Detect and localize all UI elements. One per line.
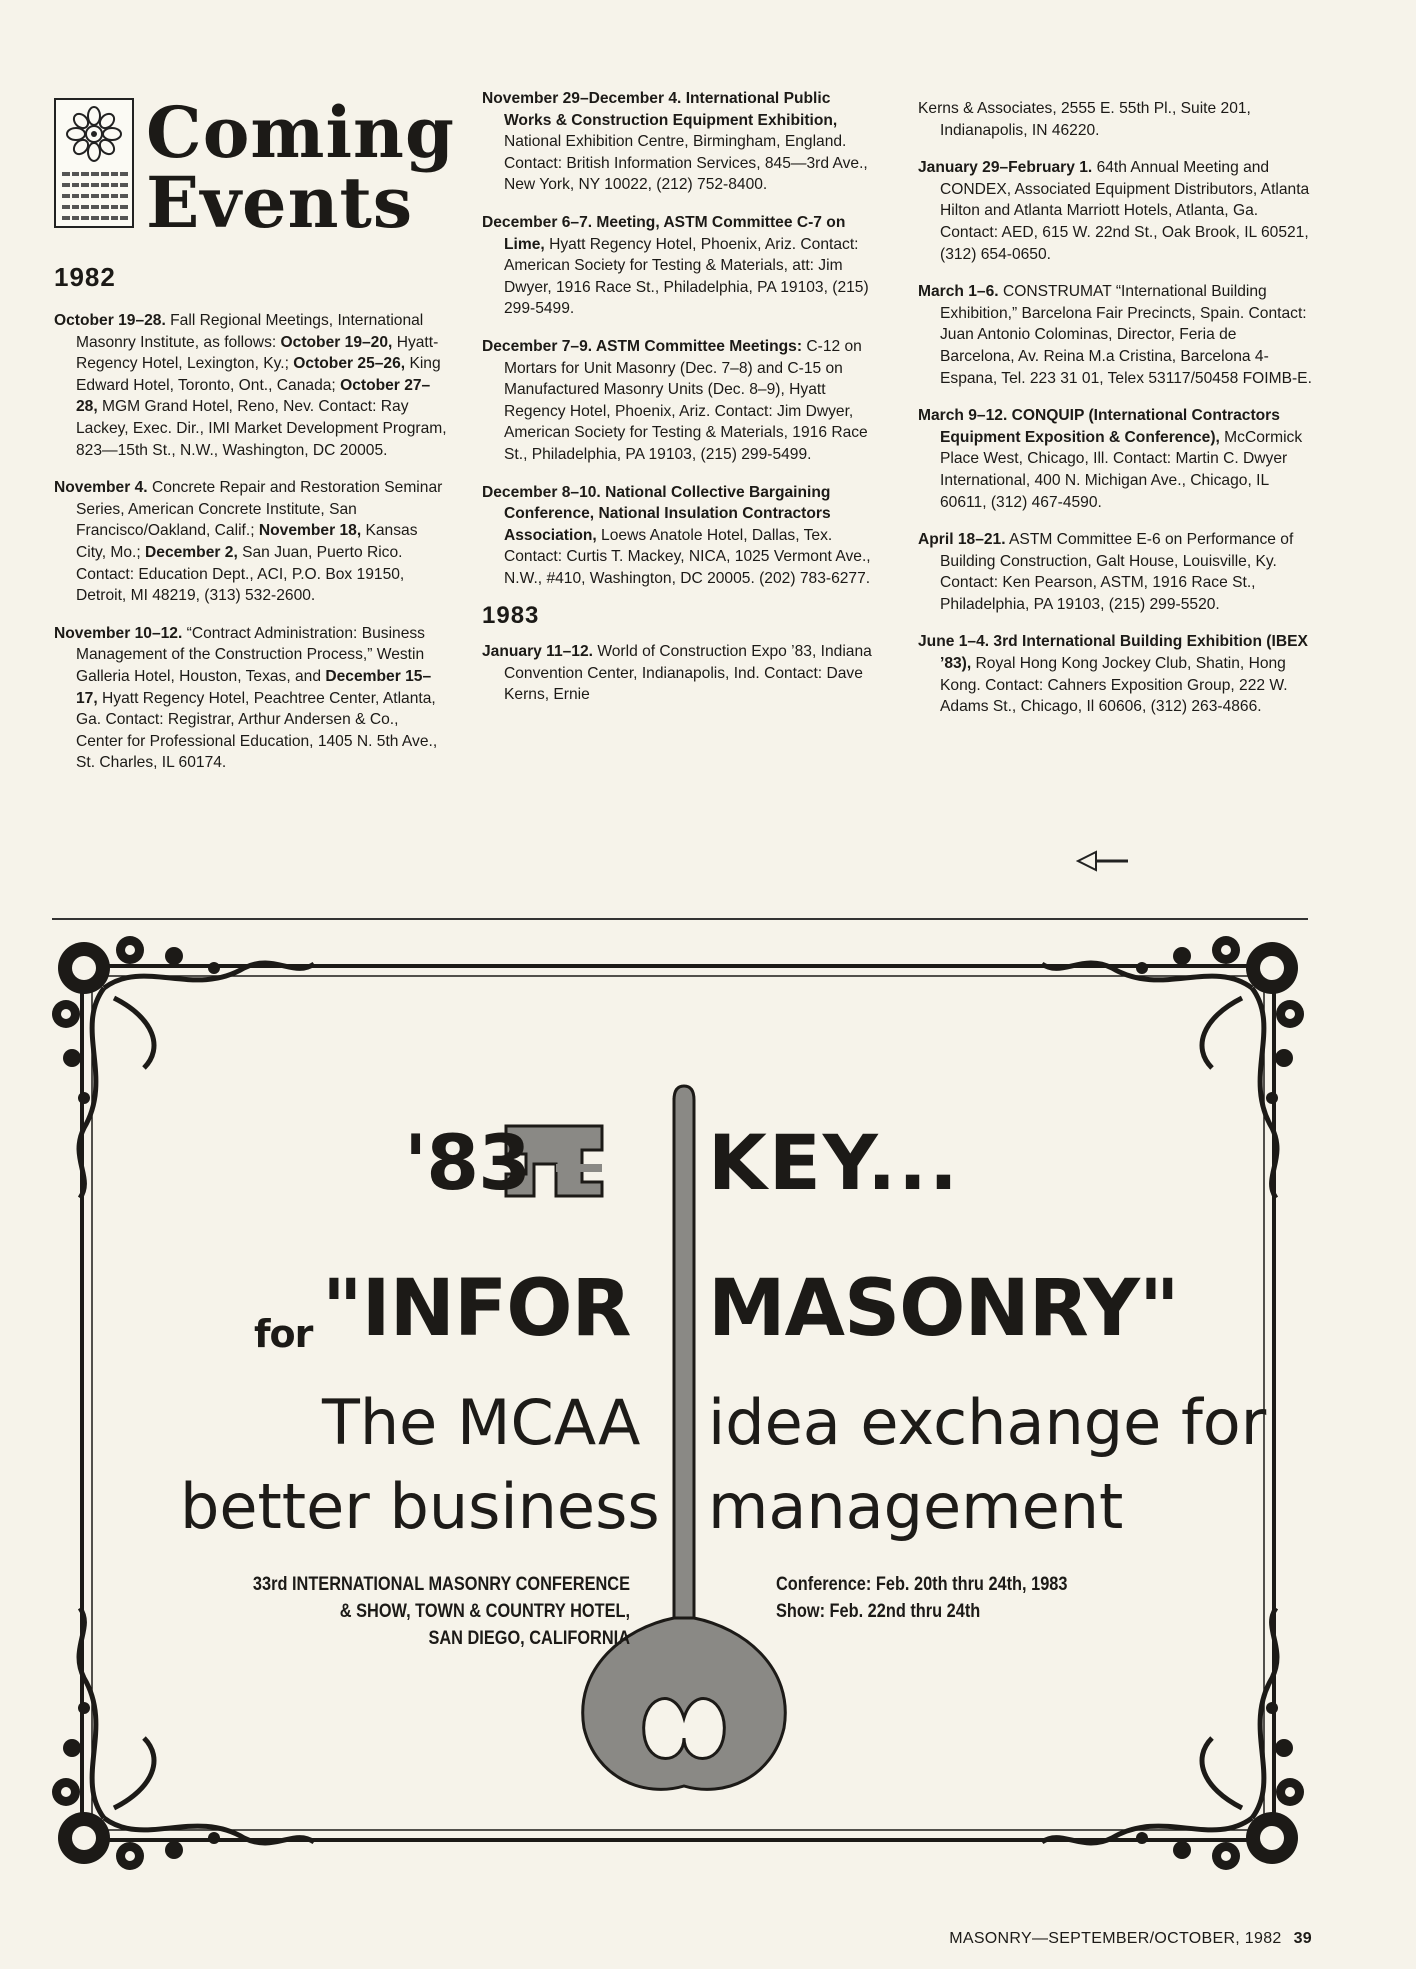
event-entry: [918, 157, 1313, 265]
ad-for-text: for: [254, 1312, 313, 1356]
event-details: C-12 on Mortars for Unit Masonry (Dec. 7–8) and C-15 on Manufactured Masonry Units (Dec. 8–9), Hyatt Regency Hotel, Phoenix, Ariz. Contact: Jim Dwyer, American Society for Testing & Materials, 1916 Race St., Philadelphia, PA 19103, (215) 299-5499.: [504, 337, 868, 463]
ad-key-text: KEY...: [708, 1118, 960, 1207]
ad-management-text: management: [708, 1470, 1124, 1543]
ad-venue-line: 33rd INTERNATIONAL MASONRY CONFERENCE: [252, 1574, 630, 1595]
calendar-grid: [62, 170, 128, 222]
event-details: Royal Hong Kong Jockey Club, Shatin, Hong Kong. Contact: Cahners Exposition Group, 222 W. Adams St., Chicago, Il 60606, (312) 263-4866.: [940, 655, 1288, 716]
event-details: Hyatt-Regency Hotel, Lexington, Ky.;: [76, 333, 439, 373]
event-date-bold: December 8–10. National Collective Bargaining Conference, National Insulation Contractors Association,: [482, 483, 831, 544]
title-line-2: Events: [146, 161, 414, 244]
event-date-bold: December 6–7. Meeting, ASTM Committee C-7 on Lime,: [482, 213, 846, 253]
ad-venue-block: [183, 1571, 630, 1652]
event-date-bold: November 10–12.: [54, 624, 183, 642]
event-details: Kansas City, Mo.;: [76, 522, 418, 561]
event-details: National Exhibition Centre, Birmingham, England. Contact: British Information Services, 845—3rd Ave., New York, NY 10022, (212) 752-8400.: [504, 133, 868, 194]
ad-venue-line: SAN DIEGO, CALIFORNIA: [428, 1628, 630, 1649]
end-mark-arrow-icon: [1076, 848, 1130, 874]
event-date-bold: April 18–21.: [918, 531, 1006, 549]
event-date-bold: November 4.: [54, 479, 148, 497]
event-entry: [918, 405, 1313, 513]
event-details: MGM Grand Hotel, Reno, Nev. Contact: Ray Lackey, Exec. Dir., IMI Market Development Program, 823—15th St., N.W., Washington, DC 20005.: [76, 398, 447, 459]
event-date-bold: December 7–9. ASTM Committee Meetings:: [482, 337, 803, 355]
event-details: Kerns & Associates, 2555 E. 55th Pl., Suite 201, Indianapolis, IN 46220.: [918, 100, 1251, 139]
event-date-bold: October 19–28.: [54, 312, 166, 329]
event-entry: [918, 98, 1313, 141]
year-heading-1983: 1983: [482, 602, 540, 630]
event-entry: [482, 88, 877, 196]
ad-dates-line: Conference: Feb. 20th thru 24th, 1983: [776, 1574, 1068, 1595]
ad-venue-line: & SHOW, TOWN & COUNTRY HOTEL,: [339, 1601, 630, 1622]
column-1: [54, 310, 449, 790]
column-3: [918, 98, 1313, 734]
event-date-bold: January 29–February 1.: [918, 159, 1093, 177]
event-details: Hyatt Regency Hotel, Phoenix, Ariz. Contact: American Society for Testing & Materials, att: Jim Dwyer, 1916 Race St., Philadelphia, PA 19103, (215) 299-5499.: [504, 235, 869, 318]
column-2-1983-entries: [482, 641, 877, 706]
publication-name: MASONRY—SEPTEMBER/OCTOBER, 1982: [949, 1930, 1282, 1947]
event-details: San Juan, Puerto Rico. Contact: Education Dept., ACI, P.O. Box 19150, Detroit, MI 48219, (313) 532-2600.: [76, 543, 405, 605]
event-date-bold: March 1–6.: [918, 283, 999, 301]
ad-dates-block: [776, 1571, 1067, 1625]
ad-infor-text: "INFOR: [322, 1264, 631, 1354]
page-title: [146, 91, 455, 244]
event-entry: [482, 212, 877, 320]
event-entry: [482, 641, 877, 706]
event-details: “Contract Administration: Business Management of the Construction Process,” Westin Galleria Hotel, Houston, Texas, and: [76, 624, 425, 685]
event-details: Fall Regional Meetings, International Masonry Institute, as follows:: [76, 312, 424, 351]
event-date-bold: January 11–12.: [482, 643, 593, 661]
event-date-bold: October 19–20,: [280, 333, 393, 351]
event-entry: [54, 477, 449, 607]
column-2-1982-entries: [482, 88, 877, 589]
section-divider: [52, 918, 1308, 920]
event-entry: [54, 310, 449, 461]
event-date-bold: November 29–December 4. International Public Works & Construction Equipment Exhibition,: [482, 90, 838, 129]
page-number: 39: [1293, 1930, 1312, 1947]
event-entry: [918, 281, 1313, 389]
ad-year-text: '83: [404, 1118, 531, 1207]
event-date-bold: December 2,: [145, 543, 238, 561]
page-footer: [812, 1930, 1312, 1948]
year-heading-1982: 1982: [54, 262, 116, 292]
event-date-bold: June 1–4. 3rd International Building Exhibition (IBEX ’83),: [918, 633, 1308, 673]
event-details: Hyatt Regency Hotel, Peachtree Center, Atlanta, Ga. Contact: Registrar, Arthur Andersen & Co., Center for Professional Education, 1405 N. 5th Ave., St. Charles, IL 60174.: [76, 689, 438, 772]
event-details: Concrete Repair and Restoration Seminar Series, American Concrete Institute, San Francisco/Oakland, Calif.;: [76, 479, 443, 540]
ad-mcaa-text: The MCAA: [322, 1386, 641, 1459]
event-entry: [54, 623, 449, 774]
event-details: World of Construction Expo ’83, Indiana Convention Center, Indianapolis, Ind. Contact: Dave Kerns, Ernie: [504, 643, 872, 704]
ad-exchange-text: idea exchange for: [708, 1386, 1267, 1459]
ad-masonry-text: MASONRY": [708, 1264, 1179, 1354]
event-entry: [918, 529, 1313, 615]
event-date-bold: October 27–28,: [76, 376, 431, 416]
event-details: King Edward Hotel, Toronto, Ont., Canada;: [76, 355, 441, 394]
event-details: McCormick Place West, Chicago, Ill. Contact: Martin C. Dwyer International, 400 N. Michigan Ave., Chicago, IL 60611, (312) 467-4590.: [940, 428, 1303, 511]
event-details: ASTM Committee E-6 on Performance of Building Construction, Galt House, Louisville, Ky. Contact: Ken Pearson, ASTM, 1916 Race St., Philadelphia, PA 19103, (215) 299-5520.: [940, 531, 1294, 613]
ad-business-text: better business: [180, 1470, 660, 1543]
event-date-bold: December 15–17,: [76, 667, 432, 707]
event-entry: [482, 482, 877, 590]
ad-dates-line: Show: Feb. 22nd thru 24th: [776, 1601, 981, 1622]
flower-icon: [64, 106, 124, 162]
event-date-bold: November 18,: [258, 522, 362, 540]
event-date-bold: October 25–26,: [293, 355, 406, 373]
event-entry: [918, 631, 1313, 717]
column-2: [482, 88, 877, 722]
calendar-icon: [54, 98, 134, 228]
event-entry: [482, 336, 877, 466]
event-date-bold: March 9–12. CONQUIP (International Contractors Equipment Exposition & Conference),: [918, 407, 1280, 446]
event-details: 64th Annual Meeting and CONDEX, Associated Equipment Distributors, Atlanta Hilton and Atlanta Marriott Hotels, Atlanta, Ga. Contact: AED, 615 W. 22nd St., Oak Brook, IL 60521, (312) 654-0650.: [940, 159, 1310, 263]
title-line-1: Coming: [146, 91, 455, 174]
event-details: Loews Anatole Hotel, Dallas, Tex. Contact: Curtis T. Mackey, NICA, 1025 Vermont Ave., N.W., #410, Washington, DC 20005. (202) 783-6277.: [504, 526, 871, 587]
event-details: CONSTRUMAT “International Building Exhibition,” Barcelona Fair Precincts, Spain. Contact: Juan Antonio Colominas, Director, Feria de Barcelona, Av. Reina M.a Cristina, Barcelona 4-Espana, Tel. 223 31 01, Telex 53117/50458 FOIMB-E.: [940, 283, 1312, 387]
